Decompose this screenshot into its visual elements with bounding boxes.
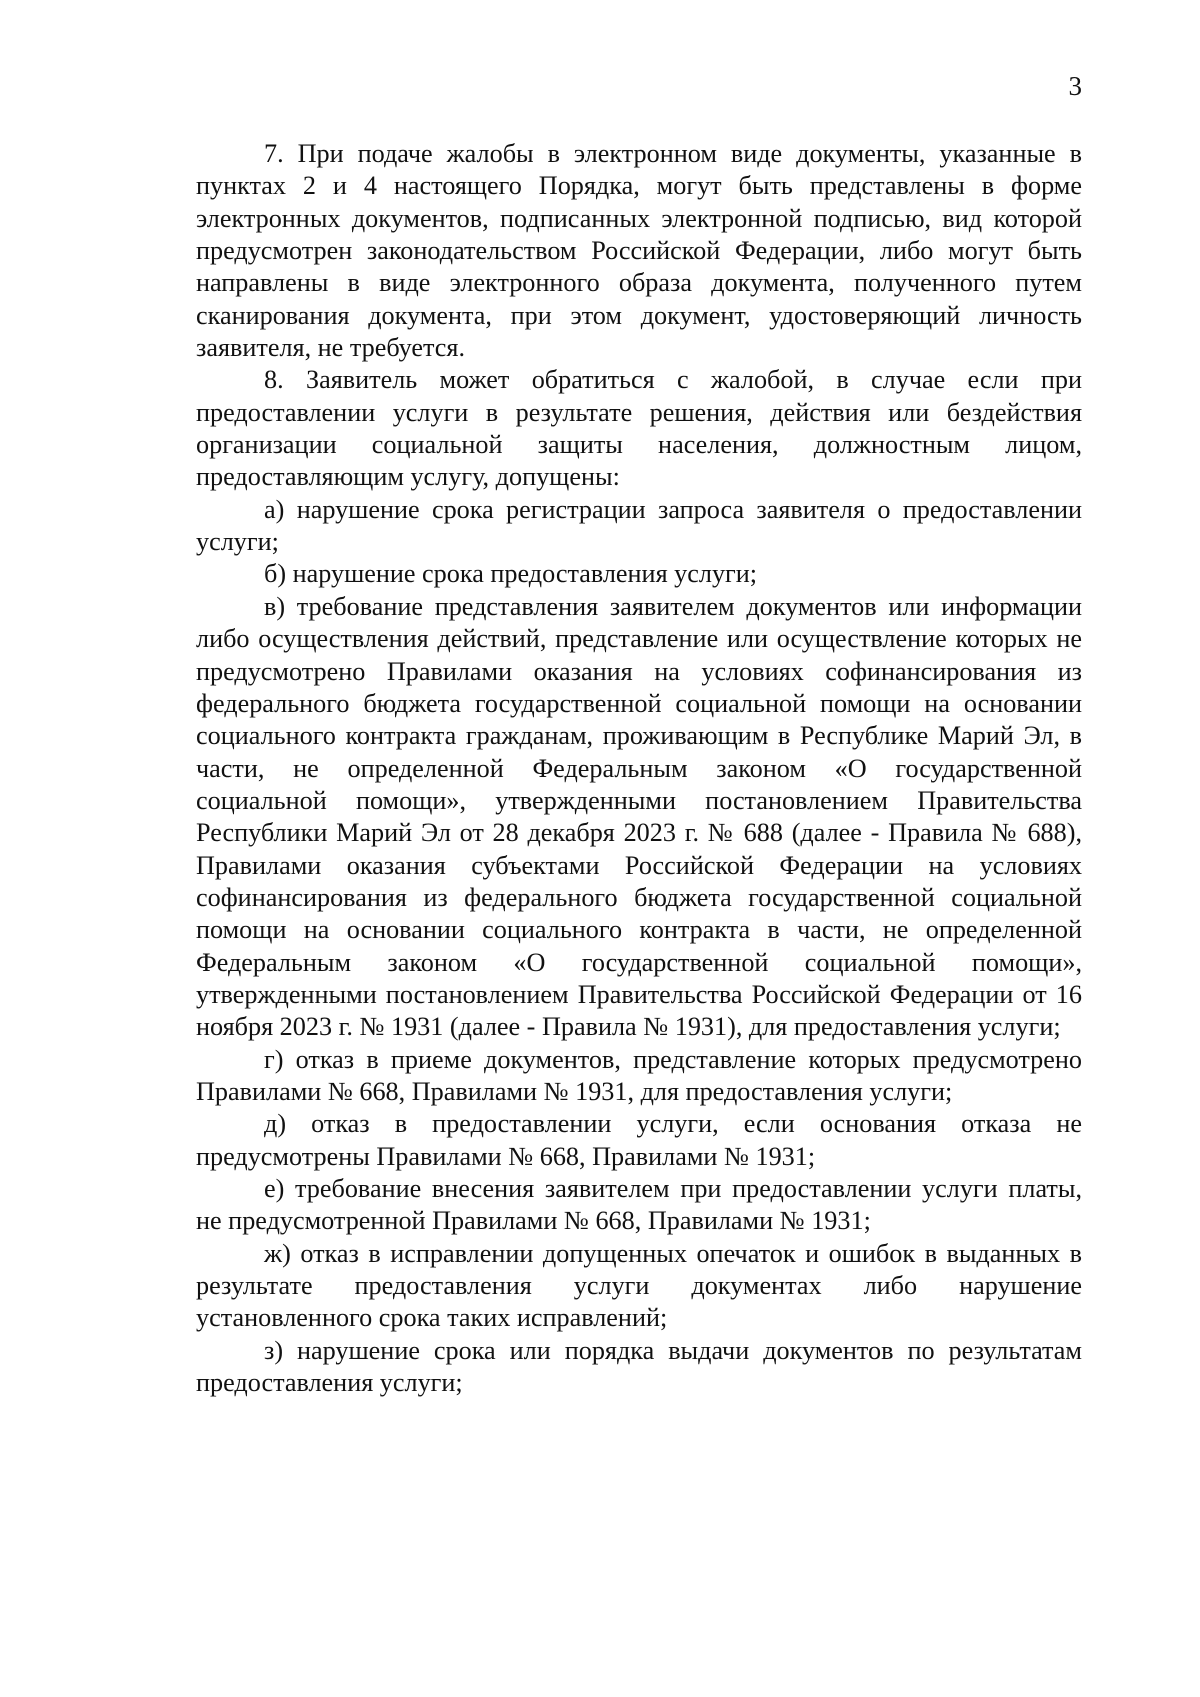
list-item-d: д) отказ в предоставлении услуги, если основания отказа не предусмотрены Правилами № 668, Правилами № 1931;	[196, 1109, 1082, 1171]
list-item-z: з) нарушение срока или порядка выдачи документов по результатам предоставления услуги;	[196, 1335, 1082, 1398]
list-item-b: б) нарушение срока предоставления услуги;	[264, 559, 758, 589]
list-item-e: е) требование внесения заявителем при предоставлении услуги платы, не предусмотренной Правилами № 668, Правилами № 1931;	[196, 1174, 1082, 1236]
list-item-g: г) отказ в приеме документов, представление которых предусмотрено Правилами № 668, Правилами № 1931, для предоставления услуги;	[196, 1044, 1082, 1106]
list-item-zh: ж) отказ в исправлении допущенных опечаток и ошибок в выданных в результате предоставления услуги документах либо нарушение установленного срока таких исправлений;	[196, 1238, 1082, 1333]
document-body	[196, 138, 1082, 1399]
list-item-v: в) требование представления заявителем документов или информации либо осуществления действий, представление или осуществление которых не предусмотрено Правилами оказания на условиях софинансирования из федерального бюджета государственной социальной помощи на основании социального контракта гражданам, проживающим в Республике Марий Эл, в части, не определенной Федеральным законом «О государственной социальной помощи», утвержденными постановлением Правительства Республики Марий Эл от 28 декабря 2023 г. № 688 (далее - Правила № 688), Правилами оказания субъектами Российской Федерации на условиях софинансирования из федерального бюджета государственной социальной помощи на основании социального контракта в части, не определенной Федеральным законом «О государственной социальной помощи», утвержденными постановлением Правительства Российской Федерации от 16 ноября 2023 г. № 1931 (далее - Правила № 1931), для предоставления услуги;	[196, 591, 1082, 1042]
list-item-a: а) нарушение срока регистрации запроса заявителя о предоставлении услуги;	[196, 494, 1082, 557]
paragraph-7: 7. При подаче жалобы в электронном виде документы, указанные в пунктах 2 и 4 настоящего Порядка, могут быть представлены в форме электронных документов, подписанных электронной подписью, вид которой предусмотрен законодательством Российской Федерации, либо могут быть направлены в виде электронного образа документа, полученного путем сканирования документа, при этом документ, удостоверяющий личность заявителя, не требуется.	[196, 139, 1082, 363]
paragraph-8: 8. Заявитель может обратиться с жалобой, в случае если при предоставлении услуги в результате решения, действия или бездействия организации социальной защиты населения, должностным лицом, предоставляющим услугу, допущены:	[196, 365, 1082, 492]
page-number: 3	[1068, 71, 1082, 101]
